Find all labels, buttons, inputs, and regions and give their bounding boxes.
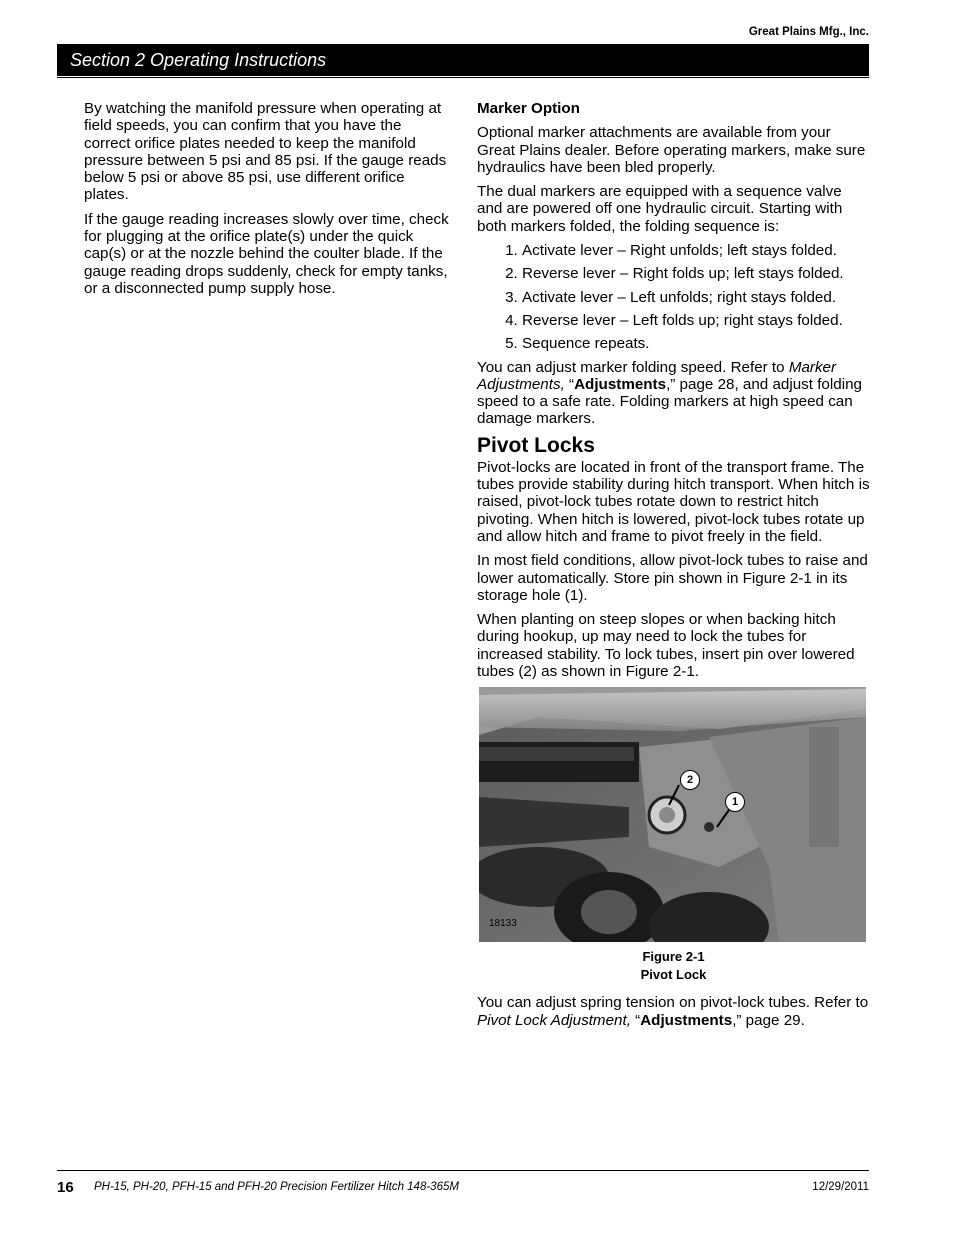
text-run: You can adjust spring tension on pivot-lock tubes. Refer to	[477, 994, 869, 1012]
sequence-step: 2. Reverse lever – Right folds up; left stays folded.	[522, 265, 870, 282]
figure-number: Figure 2-1	[642, 949, 705, 965]
pivot-locks-heading: Pivot Locks	[477, 433, 595, 457]
footer-rule	[57, 1170, 869, 1171]
marker-sequence-paragraph: The dual markers are equipped with a sequence valve and are powered off one hydraulic circuit. Starting with both markers folded, the folding sequence is:	[477, 183, 843, 235]
callout-2: 2	[680, 770, 700, 790]
pivot-lock-adjustment-reference: Pivot Lock Adjustment,	[477, 1011, 631, 1029]
header-rule	[57, 77, 869, 78]
marker-option-heading: Marker Option	[477, 100, 580, 117]
sequence-step: 4. Reverse lever – Left folds up; right stays folded.	[522, 312, 870, 329]
photo-id-label: 18133	[489, 918, 517, 930]
spring-tension-paragraph	[477, 994, 870, 1029]
gauge-reading-paragraph: If the gauge reading increases slowly over time, check for plugging at the orifice plate(s) under the quick cap(s) or at the nozzle behind the coulter blade. If the gauge reading drops suddenly, check for empty tanks, or a disconnected pump supply hose.	[84, 210, 449, 297]
marker-adjustments-reference: Marker Adjustments,	[477, 358, 837, 393]
document-title: PH-15, PH-20, PFH-15 and PFH-20 Precision Fertilizer Hitch 148-365M	[94, 1181, 459, 1193]
adjustments-reference: Adjustments	[640, 1011, 733, 1029]
sequence-step: 1. Activate lever – Right unfolds; left stays folded.	[522, 242, 870, 259]
callout-1: 1	[725, 792, 745, 812]
manifold-pressure-paragraph: By watching the manifold pressure when operating at field speeds, you can confirm that you have the correct orifice plates needed to keep the manifold pressure between 5 psi and 85 psi. If the gauge reads below 5 psi or above 85 psi, use different orifice plates.	[84, 100, 447, 204]
text-run: ,” page 28, and adjust folding speed to a safe rate. Folding markers at high speed can damage markers.	[477, 375, 862, 428]
marker-speed-paragraph	[477, 359, 870, 428]
pivot-slope-paragraph: When planting on steep slopes or when backing hitch during hookup, up may need to lock the tubes for increased stability. To lock tubes, insert pin over lowered tubes (2) as shown in Figure 2-1.	[477, 611, 855, 681]
left-column	[84, 100, 450, 304]
adjustments-reference: Adjustments	[574, 375, 667, 393]
pivot-lock-photo	[479, 687, 866, 942]
sequence-step: 5. Sequence repeats.	[522, 335, 870, 352]
folding-sequence-list	[477, 242, 870, 352]
pivot-field-paragraph: In most field conditions, allow pivot-lock tubes to raise and lower automatically. Store pin shown in Figure 2-1 in its storage hole (1).	[477, 552, 868, 604]
document-date: 12/29/2011	[812, 1181, 869, 1193]
right-column	[477, 100, 870, 1036]
pivot-lock-illustration	[479, 687, 866, 942]
figure-title: Pivot Lock	[640, 967, 707, 983]
pivot-intro-paragraph: Pivot-locks are located in front of the transport frame. The tubes provide stability during hitch transport. When hitch is raised, pivot-lock tubes rotate down to restrict hitch pivoting. When hitch is lowered, pivot-lock tubes rotate up and allow hitch and frame to pivot freely in the field.	[477, 458, 870, 545]
text-run: “	[630, 1011, 641, 1029]
section-title: Section 2 Operating Instructions	[70, 50, 327, 70]
figure-caption	[477, 948, 870, 984]
text-run: ,” page 29.	[732, 1011, 805, 1029]
section-header-bar	[57, 44, 869, 76]
text-run: “	[564, 375, 575, 393]
page-number: 16	[57, 1179, 74, 1196]
text-run: You can adjust marker folding speed. Refer to	[477, 358, 789, 376]
company-name: Great Plains Mfg., Inc.	[748, 26, 869, 38]
marker-intro-paragraph: Optional marker attachments are available from your Great Plains dealer. Before operating markers, make sure hydraulics have been bled properly.	[477, 124, 866, 176]
sequence-step: 3. Activate lever – Left unfolds; right stays folded.	[522, 289, 870, 306]
